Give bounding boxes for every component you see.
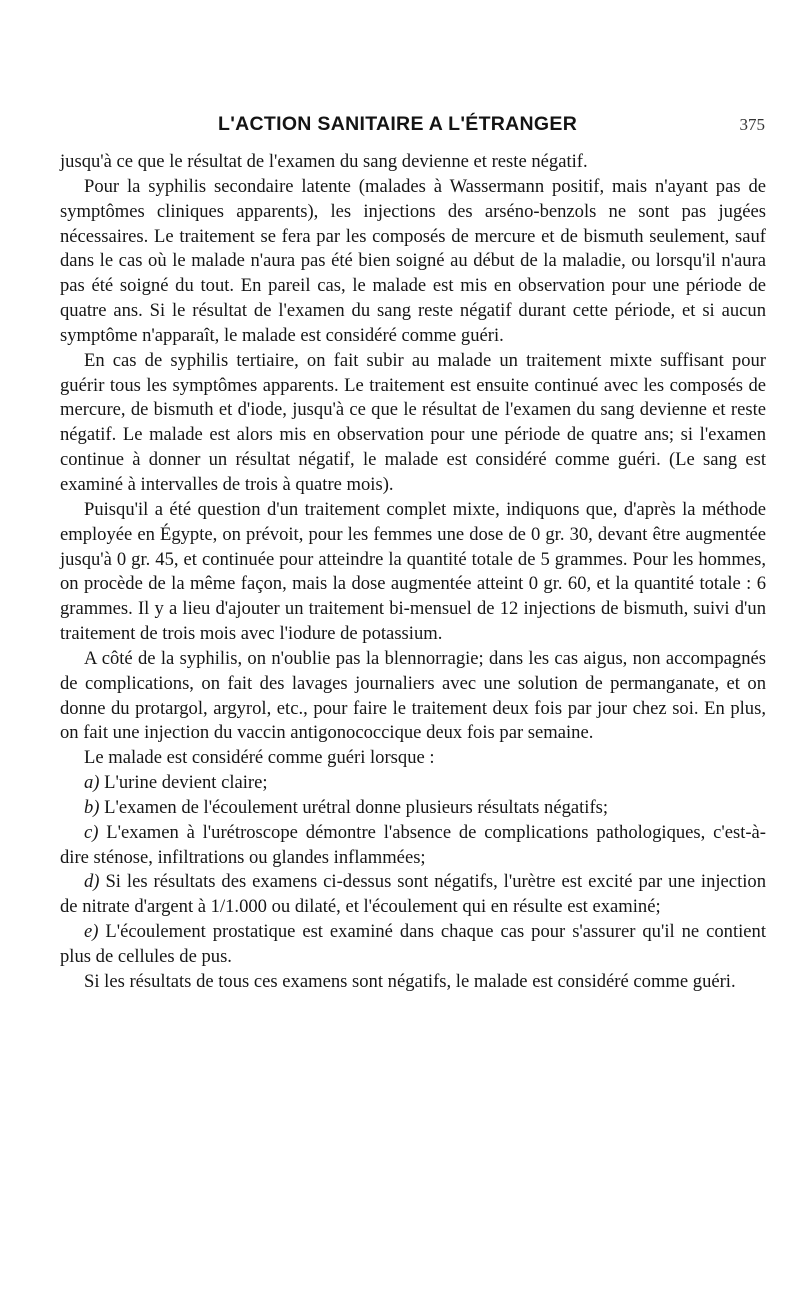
criterion-b: [60, 796, 766, 821]
criterion-text: L'urine devient claire;: [104, 772, 268, 794]
criterion-text: L'examen de l'écoulement urétral donne plusieurs résultats négatifs;: [104, 796, 609, 818]
paragraph-cure-intro: Le malade est considéré comme guéri lorsque :: [84, 747, 435, 769]
paragraph-mixed-treatment: Puisqu'il a été question d'un traitement complet mixte, indiquons que, d'après la méthode employée en Égypte, on prévoit, pour les femmes une dose de 0 gr. 30, devant être augmentée jusqu'à 0 gr. 45, et continuée pour atteindre la quantité totale de 5 grammes. Pour les hommes, on procède de la même façon, mais la dose augmentée atteint 0 gr. 60, et la quantité totale : 6 grammes. Il y a lieu d'ajouter un traitement bi-mensuel de 12 injections de bismuth, suivi d'un traitement de trois mois avec l'iodure de potassium.: [60, 498, 766, 645]
criterion-text: L'examen à l'urétroscope démontre l'absence de complications pathologiques, c'est-à-dire sténose, infiltrations ou glandes inflammées;: [60, 821, 766, 868]
paragraph-gonorrhea: A côté de la syphilis, on n'oublie pas la blennorragie; dans les cas aigus, non accompagnés de complications, on fait des lavages journaliers avec une solution de permanganate, et on donne du protargol, argyrol, etc., pour faire le traitement deux fois par jour chez soi. En plus, on fait une injection du vaccin antigonococcique deux fois par semaine.: [60, 647, 766, 744]
body-text: [60, 150, 766, 995]
page-header: [60, 113, 765, 143]
criterion-text: L'écoulement prostatique est examiné dans chaque cas pour s'assurer qu'il ne contient plus de cellules de pus.: [60, 921, 766, 967]
criterion-letter: c): [84, 821, 99, 843]
criterion-c: [60, 821, 766, 871]
criterion-letter: b): [84, 796, 100, 818]
paragraph-continuation: jusqu'à ce que le résultat de l'examen du sang devienne et reste négatif.: [60, 151, 588, 172]
criterion-d: [60, 870, 766, 920]
running-title: L'ACTION SANITAIRE A L'ÉTRANGER: [218, 113, 578, 135]
paragraph-secondary-syphilis: Pour la syphilis secondaire latente (malades à Wassermann positif, mais n'ayant pas de symptômes cliniques apparents), les injections des arséno-benzols ne sont pas jugées nécessaires. Le traitement se fera par les composés de mercure et de bismuth seulement, sauf dans le cas où le malade n'aura pas été bien soigné au début de la maladie, ou lorsqu'il n'aura pas été soigné du tout. En pareil cas, le malade est mis en observation pour une période de quatre ans. Si le résultat de l'examen du sang reste négatif durant cette période, et si aucun symptôme n'apparaît, le malade est considéré comme guéri.: [60, 175, 766, 346]
criterion-a: [60, 771, 766, 796]
criterion-text: Si les résultats des examens ci-dessus sont négatifs, l'urètre est excité par une injection de nitrate d'argent à 1/1.000 ou dilaté, et l'écoulement qui en résulte est examiné;: [60, 871, 766, 918]
page-number: 375: [739, 115, 765, 134]
criterion-letter: d): [84, 871, 100, 893]
paragraph-tertiary-syphilis: En cas de syphilis tertiaire, on fait subir au malade un traitement mixte suffisant pour guérir tous les symptômes apparents. Le traitement est ensuite continué avec les composés de mercure, de bismuth et d'iode, jusqu'à ce que le résultat de l'examen du sang devienne et reste négatif. Le malade est alors mis en observation pour une période de quatre ans; si l'examen continue à donner un résultat négatif, le malade est considéré comme guéri. (Le sang est examiné à intervalles de trois à quatre mois).: [60, 349, 766, 495]
criterion-e: [60, 920, 766, 970]
criterion-letter: e): [84, 921, 99, 943]
paragraph-closing: Si les résultats de tous ces examens sont négatifs, le malade est considéré comme guéri.: [84, 970, 736, 992]
criterion-letter: a): [84, 772, 100, 794]
